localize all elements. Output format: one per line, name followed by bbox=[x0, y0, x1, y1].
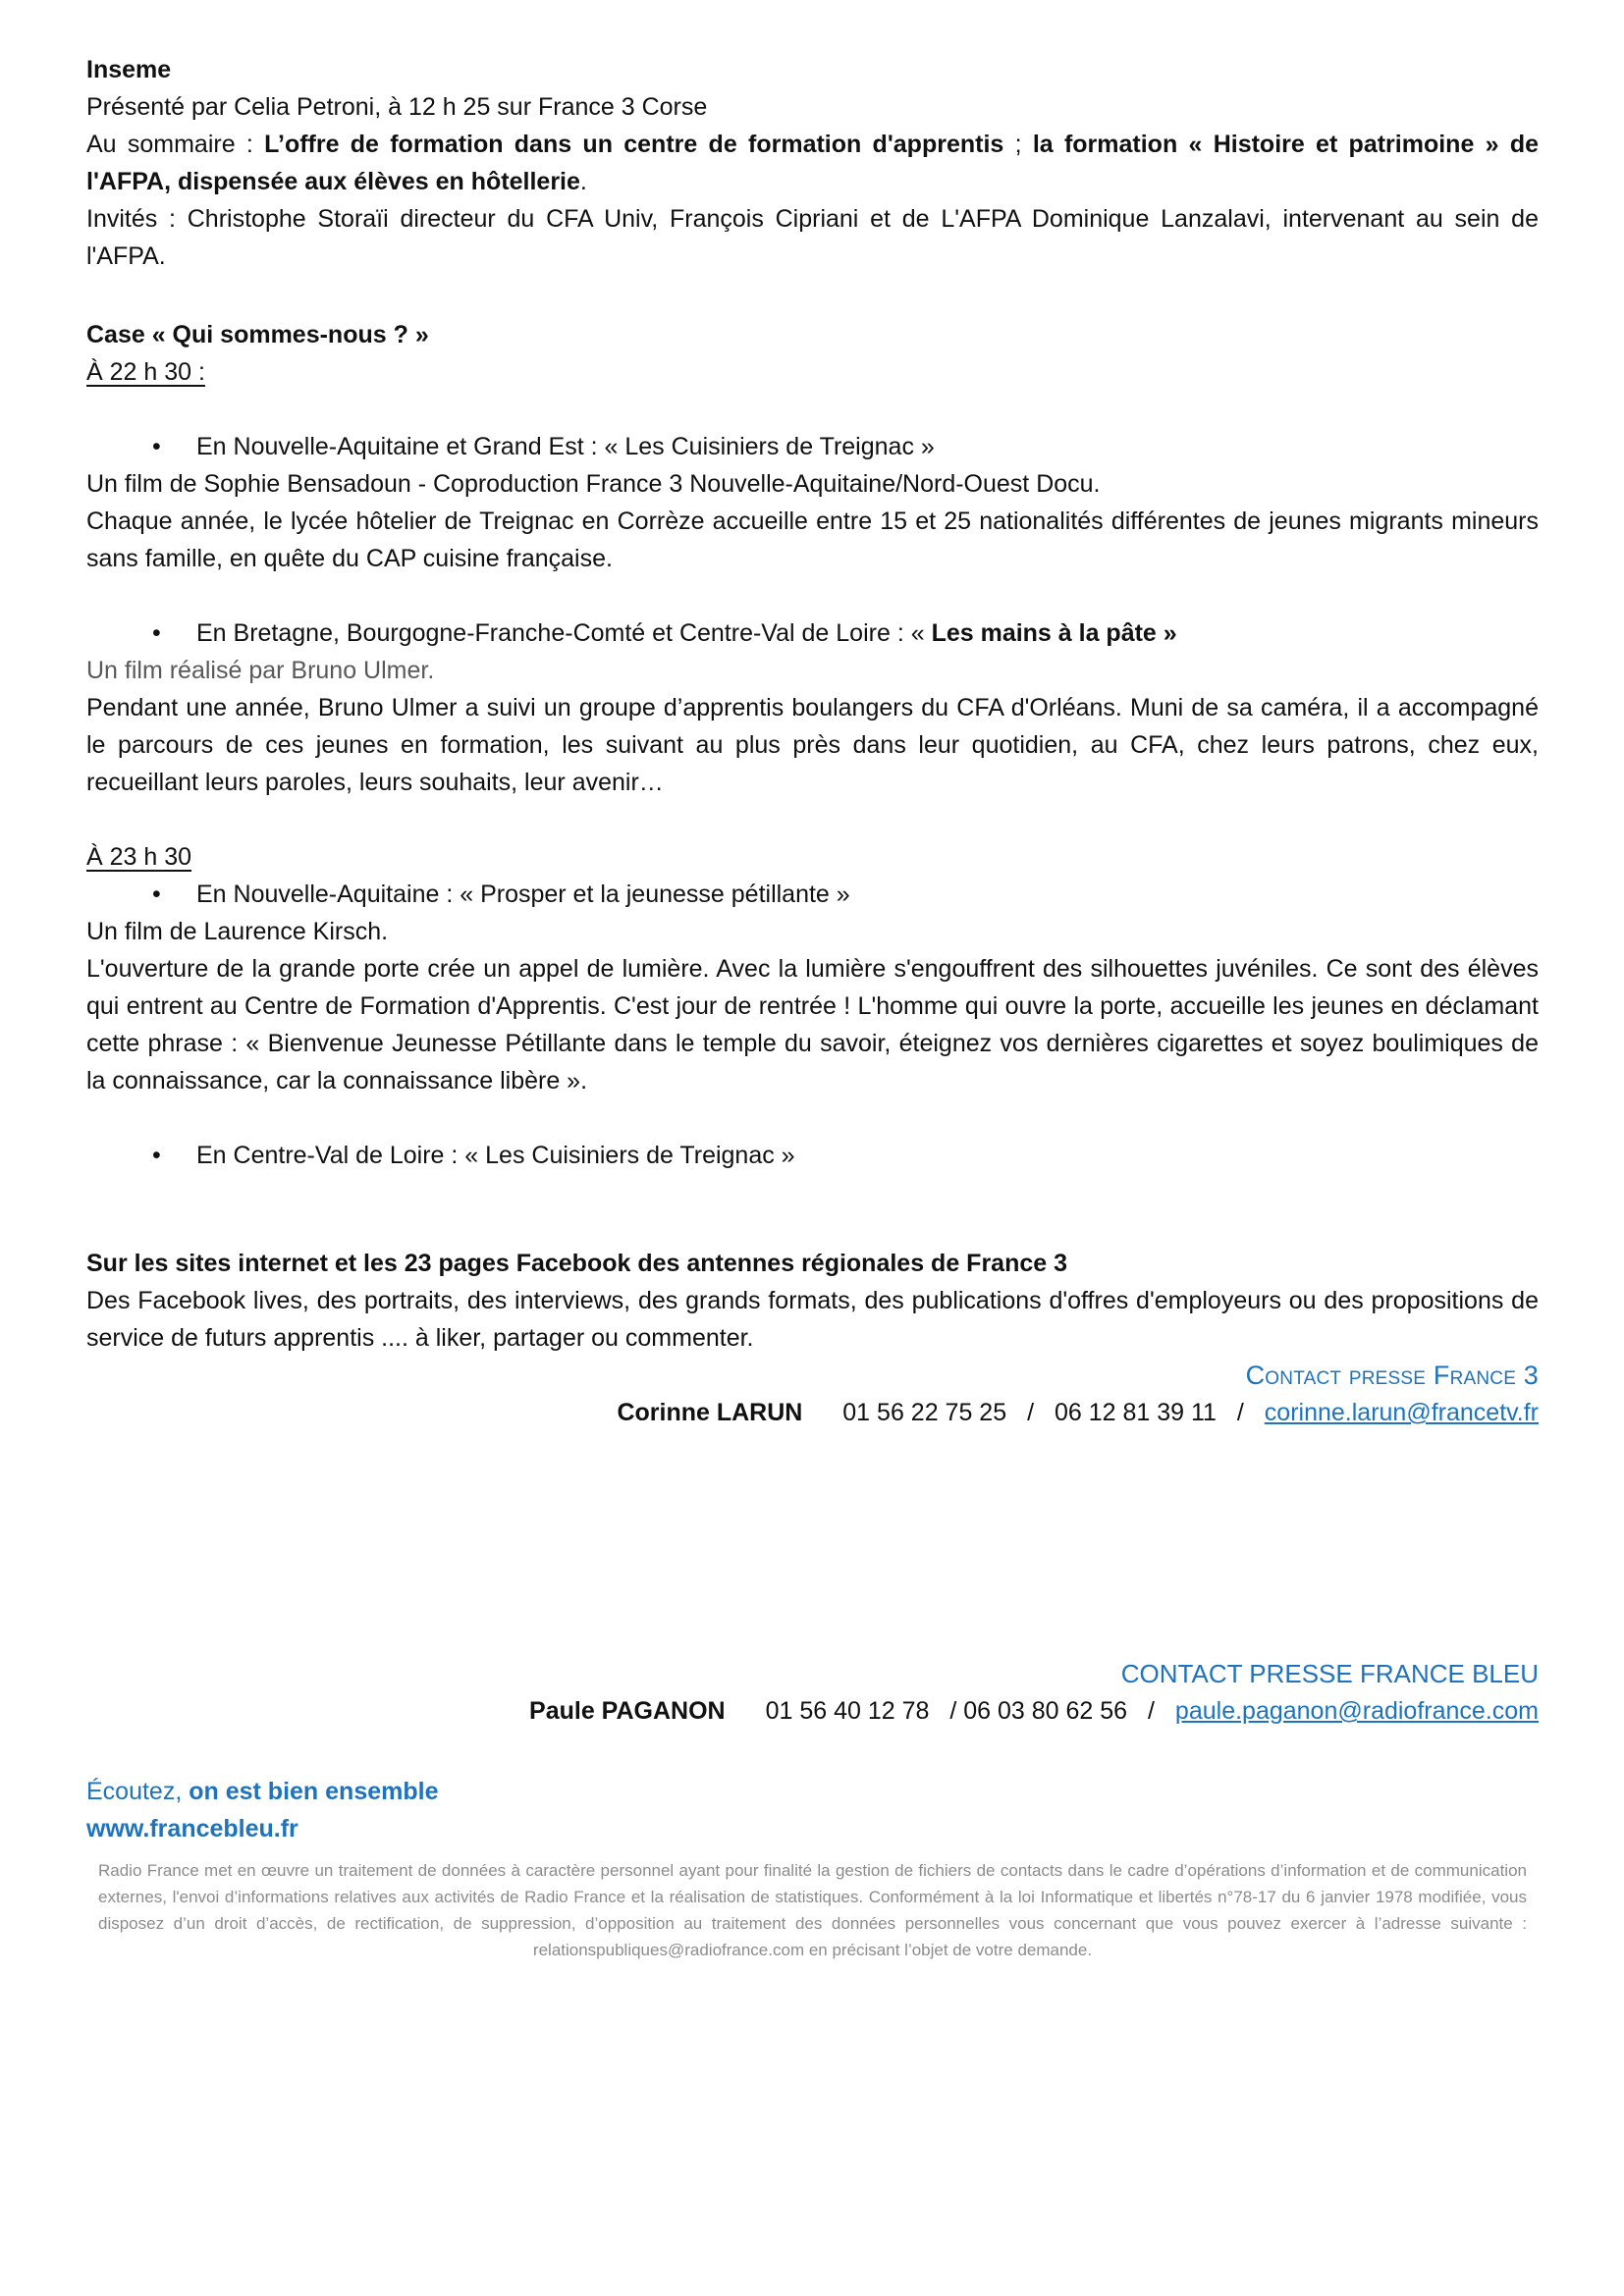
slash-separator: / bbox=[1027, 1399, 1035, 1426]
summary-separator: ; bbox=[1003, 131, 1033, 158]
contact-phone1-francebleu: 01 56 40 12 78 bbox=[765, 1697, 930, 1725]
slash-separator: / bbox=[1148, 1697, 1155, 1725]
time-slot-2330-label: À 23 h 30 bbox=[86, 843, 192, 871]
bullet-icon: • bbox=[152, 433, 161, 460]
program-title: Inseme bbox=[86, 56, 172, 83]
bullet-item-3 bbox=[86, 876, 1539, 913]
contact-name-francebleu: Paule PAGANON bbox=[529, 1697, 726, 1725]
bullet-3-credit: Un film de Laurence Kirsch. bbox=[86, 918, 389, 945]
contact-email-francebleu-link[interactable]: paule.paganon@radiofrance.com bbox=[1174, 1697, 1539, 1725]
contact-heading-france3: Contact presse France 3 bbox=[1245, 1361, 1539, 1390]
bullet-item-4 bbox=[86, 1137, 1539, 1174]
francebleu-url-link[interactable]: www.francebleu.fr bbox=[86, 1815, 298, 1842]
bullet-icon: • bbox=[152, 619, 161, 647]
bullet-2-title-prefix: En Bretagne, Bourgogne-Franche-Comté et Centre-Val de Loire : « bbox=[196, 619, 932, 647]
summary-prefix: Au sommaire : bbox=[86, 131, 265, 158]
tagline-prefix: Écoutez, bbox=[86, 1778, 189, 1805]
bullet-4-title: En Centre-Val de Loire : « Les Cuisiniers de Treignac » bbox=[196, 1142, 795, 1169]
time-slot-2330 bbox=[86, 838, 1539, 876]
contact-line-francebleu bbox=[86, 1692, 1539, 1730]
legal-notice: Radio France met en œuvre un traitement de données à caractère personnel ayant pour finalité la gestion de fichiers de contacts dans le cadre d’opérations d’information et de communication externes, l'envoi d’informations relatives aux activités de Radio France et la réalisation de statistiques. Conformément à la loi Informatique et libertés n°78-17 du 6 janvier 1978 modifiée, vous disposez d’un droit d’accès, de rectification, de suppression, d’opposition au traitement des données personnelles vous concernant que vous pouvez exercer à l’adresse suivante : relationspubliques@radiofrance.com en précisant l’objet de votre demande. bbox=[98, 1861, 1527, 1959]
time-slot-2230-label: À 22 h 30 : bbox=[86, 358, 205, 386]
program-presenter: Présenté par Celia Petroni, à 12 h 25 sur France 3 Corse bbox=[86, 93, 708, 121]
bullet-1-title: En Nouvelle-Aquitaine et Grand Est : « Les Cuisiniers de Treignac » bbox=[196, 433, 935, 460]
summary-topic-1: L’offre de formation dans un centre de formation d'apprentis bbox=[264, 131, 1004, 158]
tagline-slogan: on est bien ensemble bbox=[189, 1778, 439, 1805]
bullet-2-title-bold: Les mains à la pâte » bbox=[931, 619, 1177, 647]
time-slot-2230 bbox=[86, 353, 1539, 391]
slash-separator: / bbox=[1236, 1399, 1244, 1426]
francebleu-tagline bbox=[86, 1773, 1539, 1810]
summary-topic-2: la formation « Histoire et patrimoine » de l'AFPA, dispensée aux élèves en hôtellerie bbox=[86, 131, 1539, 195]
bullet-3-title: En Nouvelle-Aquitaine : « Prosper et la jeunesse pétillante » bbox=[196, 881, 850, 908]
program-guests: Invités : Christophe Storaïi directeur du CFA Univ, François Cipriani et de L'AFPA Dominique Lanzalavi, intervenant au sein de l'AFPA. bbox=[86, 205, 1539, 270]
bullet-item-2 bbox=[86, 614, 1539, 652]
contact-heading-francebleu: CONTACT PRESSE FRANCE BLEU bbox=[1120, 1659, 1539, 1688]
facebook-body: Des Facebook lives, des portraits, des interviews, des grands formats, des publications d'offres d'employeurs ou des propositions de service de futurs apprentis .... à liker, partager ou commenter. bbox=[86, 1287, 1539, 1352]
contact-phone1-france3: 01 56 22 75 25 bbox=[842, 1399, 1007, 1426]
bullet-icon: • bbox=[152, 1142, 161, 1169]
summary-end: . bbox=[579, 168, 587, 195]
bullet-item-1 bbox=[86, 428, 1539, 465]
bullet-2-description: Pendant une année, Bruno Ulmer a suivi un groupe d’apprentis boulangers du CFA d'Orléans. Muni de sa caméra, il a accompagné le parcours de ces jeunes en formation, les suivant au plus près dans leur quotidien, au CFA, chez leurs patrons, chez eux, recueillant leurs paroles, leurs souhaits, leur avenir… bbox=[86, 694, 1539, 796]
contact-phone2-france3: 06 12 81 39 11 bbox=[1054, 1399, 1217, 1426]
contact-line-france3 bbox=[86, 1394, 1539, 1431]
francebleu-url-line bbox=[86, 1810, 1539, 1847]
bullet-2-credit: Un film réalisé par Bruno Ulmer. bbox=[86, 657, 435, 684]
contact-name-france3: Corinne LARUN bbox=[617, 1399, 803, 1426]
section-heading-facebook: Sur les sites internet et les 23 pages Facebook des antennes régionales de France 3 bbox=[86, 1250, 1068, 1277]
bullet-icon: • bbox=[152, 881, 161, 908]
contact-phone2-francebleu: / 06 03 80 62 56 bbox=[949, 1697, 1128, 1725]
section-heading-case: Case « Qui sommes-nous ? » bbox=[86, 321, 429, 348]
bullet-1-credit: Un film de Sophie Bensadoun - Coproduction France 3 Nouvelle-Aquitaine/Nord-Ouest Docu. bbox=[86, 470, 1101, 498]
bullet-3-description: L'ouverture de la grande porte crée un appel de lumière. Avec la lumière s'engouffrent des silhouettes juvéniles. Ce sont des élèves qui entrent au Centre de Formation d'Apprentis. C'est jour de rentrée ! L'homme qui ouvre la porte, accueille les jeunes en déclamant cette phrase : « Bienvenue Jeunesse Pétillante dans le temple du savoir, éteignez vos dernières cigarettes et soyez boulimiques de la connaissance, car la connaissance libère ». bbox=[86, 955, 1539, 1095]
bullet-1-description: Chaque année, le lycée hôtelier de Treignac en Corrèze accueille entre 15 et 25 nationalités différentes de jeunes migrants mineurs sans famille, en quête du CAP cuisine française. bbox=[86, 507, 1539, 572]
contact-email-france3-link[interactable]: corinne.larun@francetv.fr bbox=[1264, 1399, 1539, 1426]
program-summary bbox=[86, 126, 1539, 200]
